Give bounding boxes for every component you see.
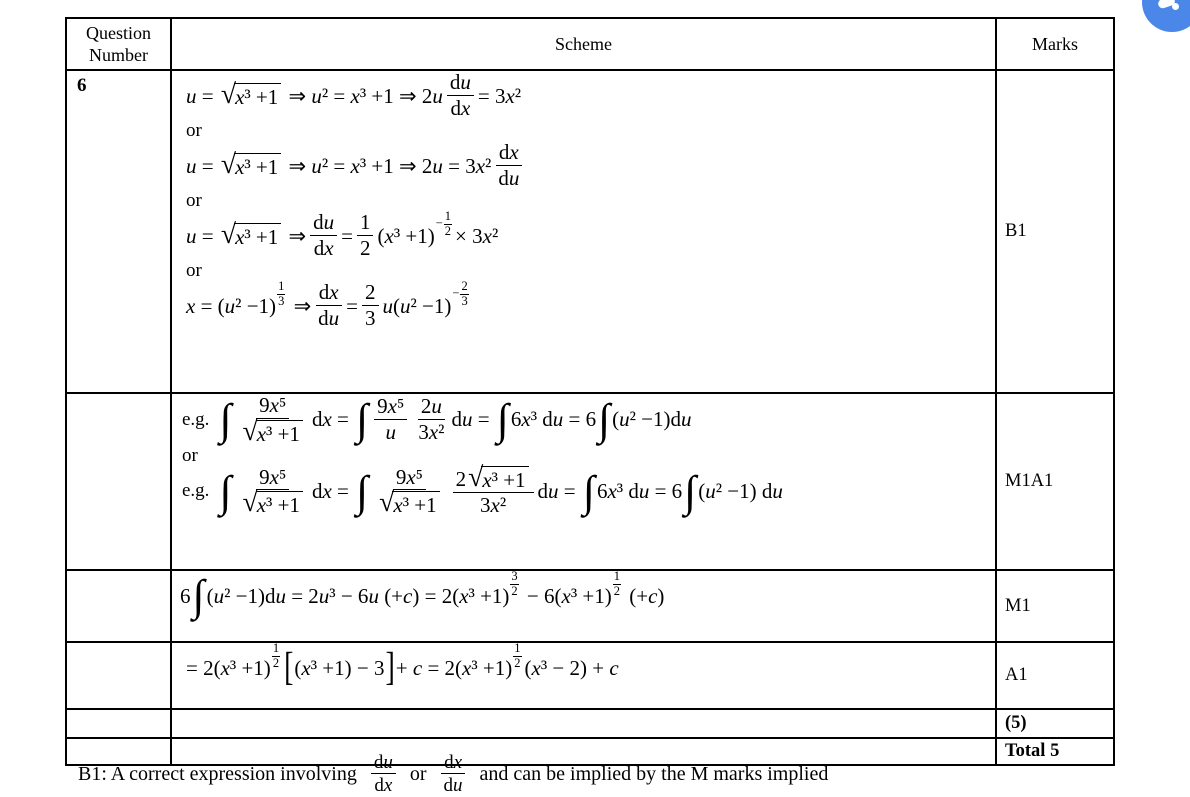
fraction-numerator: 9 x ⁵ [374,395,407,420]
formula-factorised-answer: = 2(x³ +1) 1 2 [ (x³ +1) − 3 ] + c = 2(x³ +1) 1 2 (x³ − 2) + c [186,641,619,690]
radical-sign-icon: √ [220,77,237,109]
formula-integral-example-1: e.g. ∫ 9 x ⁵ √ x³ +1 dx = ∫ 9 x ⁵ u 2 u 3 x ² du = ∫ 6x³ du = 6 ∫ (u² −1)du [182,393,692,446]
or-separator: or [186,260,202,281]
radicand: x³ +1 [256,420,303,446]
fraction-numerator: d x [496,141,522,166]
table-row [66,709,1114,738]
integral-sign: ∫ [496,395,509,445]
integral-sign: ∫ [582,466,595,516]
radicand: x³ +1 [234,83,281,109]
fraction-denominator: u [385,419,396,444]
fraction-numerator: 9 x ⁵ [256,394,289,419]
fraction-numerator: 9 x ⁵ [256,466,289,491]
fraction-denominator: d x [374,775,393,797]
fraction [374,466,444,518]
radical-sign-icon: √ [220,217,237,249]
or-separator: or [186,190,202,211]
note-text: B1: A correct expression involving [78,762,357,785]
eg-label: e.g. [182,480,210,502]
fraction-denominator: d x [313,236,334,260]
exponent-sign: − [435,216,443,231]
or-separator: or [182,444,198,466]
radicand: x³ +1 [234,223,281,249]
fraction-numerator: 2 [362,281,379,306]
integral-sign: ∫ [192,571,205,621]
fraction [362,281,379,330]
right-bracket: ] [385,644,395,690]
radicand: x³ +1 [481,466,528,492]
fraction-denominator: 3 [365,306,376,330]
fraction [238,394,308,446]
question-number: 6 [77,75,87,96]
fraction [495,141,522,190]
formula-derivative-1: u = √ x³ +1 ⇒ u² = x³ +1 ⇒ 2u d u d x = 3x² [186,70,522,120]
examiner-note [78,752,828,797]
fraction-denominator: d u [318,306,340,330]
mark-value: A1 [1005,665,1028,685]
table-row [66,393,1114,570]
floating-action-button[interactable] [1142,0,1190,32]
note-text: and can be implied by the M marks implied [479,762,829,785]
fraction-numerator: 1 [357,211,374,236]
fraction-denominator [238,414,308,446]
scheme-row-3 [171,570,996,642]
radical [220,77,281,109]
table-row [66,570,1114,642]
exponent-fraction: 1 2 [613,569,620,598]
fraction-numerator: 2 √ x³ +1 [453,466,534,493]
fab-glyph-icon [1172,3,1179,10]
radicand: x³ +1 [256,491,303,517]
fraction [315,281,342,330]
header-scheme: Scheme [171,18,996,70]
fraction-denominator: 3 x ² [418,419,445,444]
marks-cell-a1 [996,642,1114,709]
marks-cell-subtotal [996,709,1114,738]
fraction-numerator: d x [441,752,465,774]
exponent-fraction: 1 2 [514,641,521,670]
header-row [66,18,1114,70]
fraction-denominator: d u [443,775,463,797]
fraction [374,395,407,444]
question-number-cell [66,570,171,642]
subtotal-value: (5) [1005,713,1027,733]
fraction [371,752,396,797]
fraction-denominator [374,486,444,518]
fraction-numerator: 2 u [418,395,445,420]
exponent-fraction: 1 3 [278,279,285,308]
formula-integration-result: 6 ∫ (u² −1)du = 2u³ − 6u (+c) = 2(x³ +1) 3 2 − 6(x³ +1) 1 2 (+c) [180,569,665,621]
scheme-row-2 [171,393,996,570]
fraction-denominator: d x [450,96,471,120]
left-bracket: [ [284,644,294,690]
radical-sign-icon: √ [468,460,484,492]
fraction-numerator: d u [371,752,396,774]
radical-sign-icon: √ [242,414,258,446]
integral-sign: ∫ [356,466,369,516]
header-question-number: Question Number [66,18,171,70]
radical-sign-icon: √ [242,486,258,518]
mark-value: B1 [1005,221,1027,241]
fraction-numerator: d u [447,71,474,96]
formula-derivative-2: u = √ x³ +1 ⇒ u² = x³ +1 ⇒ 2u = 3x² d x d u [186,141,526,191]
fraction-denominator: d u [498,166,520,190]
mark-value: M1 [1005,595,1031,616]
mark-scheme-table [65,17,1115,766]
marks-cell-m1 [996,570,1114,642]
scheme-row-4 [171,642,996,709]
radical-sign-icon: √ [220,147,237,179]
mark-value: M1A1 [1005,471,1054,491]
header-marks: Marks [996,18,1114,70]
radical [220,147,281,179]
fraction-numerator: d u [310,211,337,236]
radical [242,486,303,518]
note-text: or [409,762,427,785]
formula-derivative-4: x = (u² −1) 1 3 ⇒ d x d u = $\frac{2}{3}$ u(u² −1) − $\frac{2}{3}$ [186,279,468,330]
fraction [441,752,466,797]
exponent-fraction: 1 2 [272,641,280,670]
scheme-row-1 [171,70,996,393]
eg-label: e.g. [182,408,210,430]
integral-sign: ∫ [598,395,611,445]
formula-derivative-3: u = √ x³ +1 ⇒ d u d x = $\frac{1}{2}$ (x³ +1) − $\frac{1}{2}$ × 3x² [186,209,499,260]
total-value: Total 5 [1005,741,1060,761]
fraction-denominator: 3 x ² [480,492,507,517]
integral-sign: ∫ [356,395,369,445]
integral-sign: ∫ [219,395,232,445]
integral-sign: ∫ [684,466,697,516]
fraction-denominator: 2 [359,236,371,260]
fraction [447,71,474,120]
exponent-fraction: − $\frac{1}{2}$ [435,209,452,238]
fraction-numerator: d x [316,281,342,306]
radical [242,414,303,446]
table-row [66,70,1114,393]
integral-sign: ∫ [219,466,232,516]
fraction [238,466,308,518]
question-number-cell [66,70,171,393]
marks-cell-b1 [996,70,1114,393]
exponent-fraction: − $\frac{2}{3}$ [452,279,468,308]
radical [468,460,528,492]
radical-sign-icon: √ [379,486,395,518]
marks-cell-total [996,738,1114,765]
marks-cell-m1a1 [996,393,1114,570]
table-row [66,642,1114,709]
radicand: x³ +1 [234,153,281,179]
fraction [357,211,374,260]
exponent-sign: − [452,286,460,301]
fraction [415,395,447,444]
radicand: x³ +1 [392,491,439,517]
question-number-cell [66,393,171,570]
radical [379,486,439,518]
question-number-cell [66,642,171,709]
radical [220,217,281,249]
scheme-row-5 [171,709,996,738]
fraction [310,211,337,260]
exponent-fraction: 3 2 [511,569,518,598]
fraction [453,460,534,518]
fraction-denominator [238,486,308,518]
or-separator: or [186,120,202,141]
fraction-numerator: 9 x ⁵ [393,466,426,491]
formula-integral-example-2: e.g. ∫ 9 x ⁵ √ x³ +1 dx = ∫ 9 x ⁵ √ x³ +1 2 √ x³ +1 3 x ² du = ∫ 6x³ du = 6 ∫ (u² −1) du [182,460,783,518]
question-number-cell [66,709,171,738]
